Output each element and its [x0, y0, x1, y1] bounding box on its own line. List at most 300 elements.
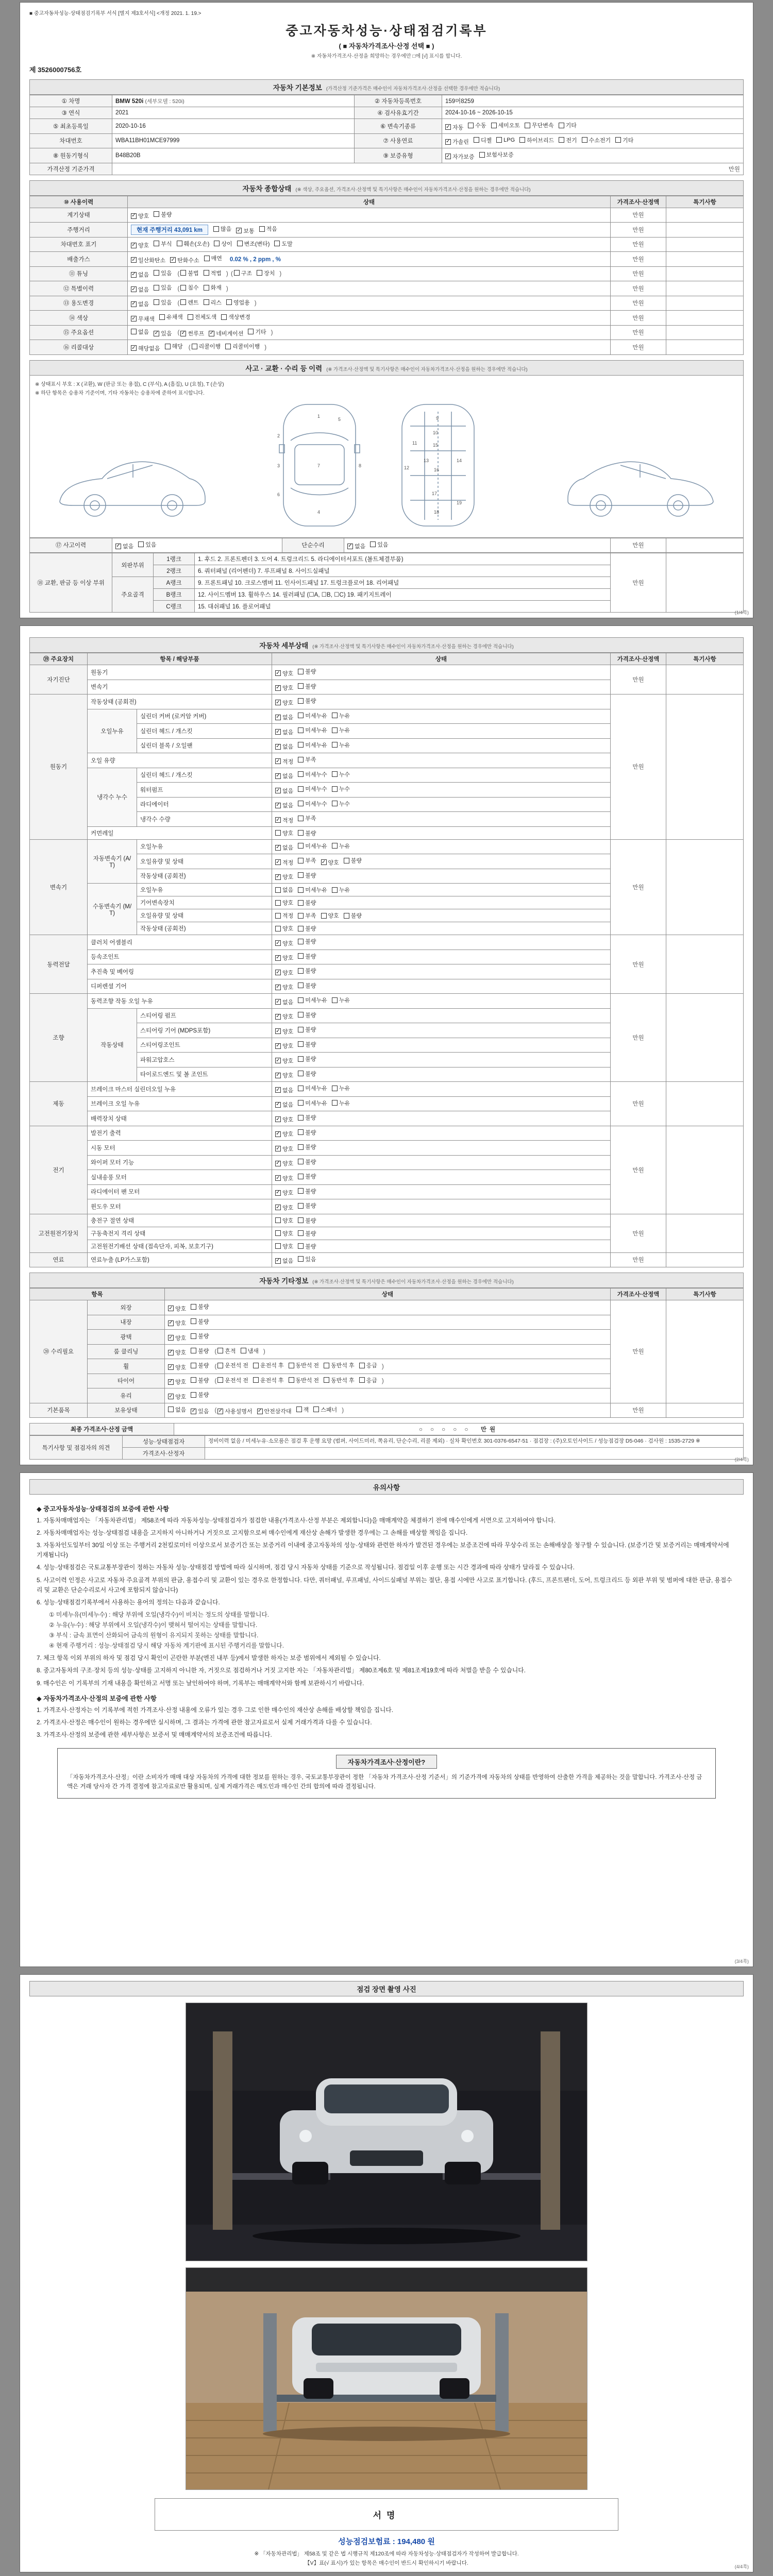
emission-values: 0.02 % , 2 ppm , % — [229, 256, 281, 263]
footer-check-note: 【V】표(√ 표시)가 있는 항목은 매수인이 반드시 확인하시기 바랍니다. — [305, 2560, 468, 2566]
notice-subitem: ③ 부식 : 금속 표면이 산화되어 금속의 원형이 유지되지 못하는 상태를 말합니다. — [49, 1632, 259, 1639]
item-label: 오일누유 — [137, 884, 272, 896]
checkbox-없음[interactable]: ✓ 없음 — [276, 1101, 294, 1108]
checkbox-양호[interactable]: ✓ 양호 — [276, 1190, 294, 1196]
checkbox-미세누유[interactable]: 미세누유 — [298, 1084, 327, 1092]
skeleton-parts-table — [29, 553, 744, 613]
checkbox-불량[interactable]: 불량 — [298, 1113, 316, 1122]
checkbox-불량[interactable]: 불량 — [344, 856, 362, 865]
reg-no-value: 159머8259 — [442, 95, 744, 107]
checkbox-불량[interactable]: 불량 — [298, 1158, 316, 1166]
checkbox-불량[interactable]: 불량 — [191, 1302, 209, 1311]
checkbox-양호[interactable]: ✓ 양호 — [169, 1305, 187, 1312]
svg-text:17: 17 — [432, 490, 438, 496]
page-subtitle-note: ※ 자동차가격조사·산정을 희망하는 경우에만 □에 [√] 표시를 합니다. — [311, 54, 462, 59]
checkbox-누수[interactable]: 누수 — [332, 785, 350, 793]
checkbox-운전석 전[interactable]: ( 운전석 전 — [217, 1376, 248, 1384]
checkbox-침수[interactable]: ( 침수 — [180, 283, 198, 292]
basic-row-baseprice — [30, 163, 744, 175]
checkbox-부족[interactable]: 부족 — [298, 755, 316, 764]
options-label: ⑮ 주요옵션 — [30, 325, 128, 340]
checkbox-없음[interactable]: ✓ 없음 — [276, 743, 294, 750]
checkbox-불량[interactable]: 불량 — [191, 1391, 209, 1399]
checkbox-있음[interactable]: 있음 — [298, 1255, 316, 1263]
svg-text:10: 10 — [433, 430, 439, 435]
checkbox-양호[interactable]: 양호 — [275, 1216, 293, 1225]
status-cell — [272, 950, 611, 964]
car-name: BMW 520i — [115, 98, 144, 105]
wheel-label: 휠 — [88, 1359, 165, 1374]
checkbox-미세누유[interactable]: 미세누유 — [298, 842, 327, 850]
checkbox-탄화수소[interactable]: ✓ 탄화수소 — [171, 257, 199, 264]
checkbox-동반석 후[interactable]: 동반석 후 — [324, 1376, 355, 1384]
checkbox-불법[interactable]: ( 불법 — [180, 269, 198, 277]
item-label: 실린더 블록 / 오일팬 — [137, 738, 272, 753]
checkbox-변조(변타)[interactable]: 변조(변타) — [237, 240, 270, 248]
checkbox-양호[interactable]: ✓ 양호 — [169, 1320, 187, 1327]
checkbox-있음[interactable]: ✓ 있음 — [154, 330, 172, 337]
note-cell — [666, 223, 744, 238]
note-cell — [666, 340, 744, 355]
interior-label: 내장 — [88, 1315, 165, 1330]
svg-text:7: 7 — [317, 463, 321, 468]
checkbox-하이브리드[interactable]: 하이브리드 — [519, 136, 554, 144]
checkbox-미세누유[interactable]: 미세누유 — [298, 711, 327, 720]
notices-section2-title: ◆ 자동차가격조사·산정의 보증에 관한 사항 — [37, 1694, 157, 1702]
checkbox-양호[interactable]: ✓ 양호 — [131, 213, 149, 219]
checkbox-무단변속[interactable]: 무단변속 — [525, 121, 554, 129]
detail-condition-table — [29, 653, 744, 1267]
checkbox-불량[interactable]: 불량 — [298, 924, 316, 933]
checkbox-있음[interactable]: ✓ 있음 — [191, 1408, 209, 1415]
price-cell: 만원 — [611, 208, 666, 223]
note-cell — [666, 694, 744, 840]
checkbox-양호[interactable]: ✓ 양호 — [276, 874, 294, 880]
opinion-row-inspector — [30, 1436, 744, 1448]
checkbox-적정[interactable]: ✓ 적정 — [276, 817, 294, 824]
checkbox-없음[interactable]: ✓ 없음 — [276, 1087, 294, 1094]
checkbox-양호[interactable]: ✓ 양호 — [276, 1175, 294, 1182]
signature-label: 서명 — [373, 2511, 400, 2520]
status-cell — [272, 909, 611, 922]
detail-head-note: 특기사항 — [666, 653, 744, 665]
checkbox-양호[interactable]: 양호 — [275, 924, 293, 933]
svg-text:1: 1 — [317, 413, 321, 419]
checkbox-양호[interactable]: ✓ 양호 — [169, 1334, 187, 1342]
checkbox-양호[interactable]: ✓ 양호 — [169, 1364, 187, 1371]
checkbox-불량[interactable]: 불량 — [191, 1317, 209, 1326]
checkbox-불량[interactable]: 불량 — [298, 967, 316, 975]
checkbox-없음[interactable]: ✓ 없음 — [276, 714, 294, 721]
checkbox-없음[interactable]: ✓ 없음 — [116, 543, 134, 550]
checkbox-불량[interactable]: 불량 — [191, 1376, 209, 1384]
warranty-options — [442, 148, 744, 163]
status-cell — [272, 896, 611, 909]
notice-item: 1. 자동차매매업자는 「자동차관리법」 제58조에 따라 자동차성능·상태점검자가 점검한 내용(가격조사·산정 부분은 제외합니다)을 매매계약을 체결하기 전에 매수인에게 서면으로 고지하여야 합니다. — [37, 1517, 556, 1524]
checkbox-미세누수[interactable]: 미세누수 — [298, 785, 327, 793]
checkbox-색상변경[interactable]: 색상변경 — [221, 313, 250, 321]
checkbox-불량[interactable]: 불량 — [298, 1070, 316, 1078]
etc-head-price: 가격조사·산정액 — [611, 1289, 666, 1300]
checkbox-양호[interactable]: 양호 — [275, 1242, 293, 1250]
checkbox-없음[interactable]: ✓ 없음 — [276, 802, 294, 809]
checkbox-양호[interactable]: ✓ 양호 — [276, 699, 294, 706]
checkbox-불량[interactable]: 불량 — [298, 1229, 316, 1238]
checkbox-불량[interactable]: 불량 — [298, 682, 316, 690]
status-cell — [272, 1126, 611, 1141]
checkbox-동반석 전[interactable]: 동반석 전 — [289, 1361, 320, 1369]
note-cell — [666, 325, 744, 340]
svg-text:15: 15 — [433, 442, 439, 448]
checkbox-없음[interactable]: ✓ 없음 — [276, 787, 294, 794]
checkbox-양호[interactable]: ✓ 양호 — [276, 1204, 294, 1211]
checkbox-디젤[interactable]: 디젤 — [474, 136, 492, 144]
checkbox-없음[interactable]: ✓ 없음 — [131, 301, 149, 308]
checkbox-누유[interactable]: 누유 — [332, 996, 350, 1004]
checkbox-양호[interactable]: ✓ 양호 — [276, 1072, 294, 1079]
checkbox-불량[interactable]: 불량 — [298, 1172, 316, 1180]
checkbox-양호[interactable]: ✓ 양호 — [276, 1028, 294, 1035]
checkbox-미세누수[interactable]: 미세누수 — [298, 800, 327, 808]
checkbox-있음[interactable]: 있음 — [154, 298, 172, 307]
checkbox-불량[interactable]: 불량 — [298, 1025, 316, 1033]
car-damage-diagram — [41, 397, 732, 535]
checkbox-있음[interactable]: 있음 — [370, 540, 388, 549]
item-label: 라디에이터 팬 모터 — [88, 1184, 272, 1199]
checkbox-무채색[interactable]: ✓ 무채색 — [131, 315, 155, 323]
checkbox-유채색[interactable]: 유채색 — [159, 313, 183, 321]
svg-text:2: 2 — [277, 433, 280, 438]
basic-row-name — [30, 95, 744, 107]
checkbox-양호[interactable]: ✓ 양호 — [276, 1057, 294, 1064]
checkbox-운전석 후[interactable]: 운전석 후 — [253, 1361, 284, 1369]
checkbox-있음[interactable]: 있음 — [138, 540, 156, 549]
item-label: 스티어링 기어 (MDPS포함) — [137, 1023, 272, 1038]
checkbox-안전삼각대[interactable]: ✓ 안전삼각대 — [257, 1408, 292, 1415]
checkbox-네비게이션[interactable]: ✓ 네비게이션 — [209, 330, 244, 337]
checkbox-불량[interactable]: 불량 — [298, 1055, 316, 1063]
checkbox-양호[interactable]: 양호 — [275, 1229, 293, 1238]
form-reference-text: ■ 중고자동차성능·상태점검기록부 서식 [별지 제3호서식] <개정 2021. 1. 19.> — [29, 11, 201, 16]
checkbox-매연[interactable]: 매연 — [204, 254, 222, 262]
note-cell — [666, 208, 744, 223]
checkbox-불량[interactable]: 불량 — [298, 937, 316, 945]
checkbox-양호[interactable]: ✓ 양호 — [169, 1379, 187, 1385]
checkbox-불량[interactable]: 불량 — [298, 952, 316, 960]
checkbox-LPG[interactable]: LPG — [496, 137, 515, 143]
checkbox-누유[interactable]: 누유 — [332, 741, 350, 749]
checkbox-불량[interactable]: 불량 — [298, 1040, 316, 1048]
checkbox-없음[interactable]: ✓ 없음 — [276, 844, 294, 851]
checkbox-있음[interactable]: 있음 — [154, 283, 172, 292]
checkbox-미세누유[interactable]: 미세누유 — [298, 996, 327, 1004]
interior-status — [165, 1315, 611, 1330]
checkbox-부족[interactable]: 부족 — [298, 814, 316, 822]
checkbox-운전석 전[interactable]: ( 운전석 전 — [217, 1361, 248, 1369]
checkbox-리콜미이행[interactable]: 리콜미이행 — [225, 342, 260, 350]
checkbox-리콜이행[interactable]: ( 리콜이행 — [192, 342, 221, 350]
checkbox-없음[interactable]: ✓ 없음 — [348, 543, 366, 550]
first-reg-label: ⑤ 최초등록일 — [30, 119, 112, 134]
price-cell: 만원 — [611, 281, 666, 296]
device-label: 자기진단 — [30, 665, 88, 694]
checkbox-불량[interactable]: 불량 — [298, 697, 316, 705]
status-cell — [272, 709, 611, 724]
checkbox-적법[interactable]: 적법 — [204, 269, 222, 277]
price-cell: 만원 — [611, 223, 666, 238]
checkbox-적정[interactable]: 적정 — [275, 911, 293, 920]
base-price-label: 가격산정 기준가격 — [30, 163, 112, 175]
item-label: 동력조향 작동 오일 누유 — [88, 994, 272, 1009]
checkbox-기타[interactable]: 기타 — [615, 136, 633, 144]
checkbox-스패너[interactable]: 스패너 — [313, 1405, 337, 1414]
checkbox-해당[interactable]: 해당 — [165, 342, 183, 350]
checkbox-잭[interactable]: 잭 — [296, 1405, 309, 1414]
checkbox-자동[interactable]: ✓ 자동 — [446, 124, 464, 131]
checkbox-불량[interactable]: 불량 — [298, 667, 316, 675]
checkbox-구조[interactable]: ( 구조 — [234, 269, 252, 277]
device-label: 연료 — [30, 1252, 88, 1267]
checkbox-수소전기[interactable]: 수소전기 — [582, 136, 611, 144]
checkbox-없음[interactable]: ✓ 없음 — [131, 286, 149, 293]
status-cell — [272, 812, 611, 827]
checkbox-불량[interactable]: 불량 — [298, 1128, 316, 1137]
checkbox-양호[interactable]: ✓ 양호 — [276, 1043, 294, 1049]
checkbox-도말[interactable]: 도말 — [274, 240, 292, 248]
checkbox-미세누유[interactable]: 미세누유 — [298, 1099, 327, 1107]
status-cell — [272, 665, 611, 680]
checkbox-썬루프[interactable]: ( ✓ 썬루프 — [181, 330, 205, 337]
row-gauge — [30, 208, 744, 223]
checkbox-상이[interactable]: 상이 — [214, 240, 232, 248]
status-cell — [272, 994, 611, 1009]
checkbox-없음[interactable]: 없음 — [275, 886, 293, 894]
checkbox-훼손(오손)[interactable]: 훼손(오손) — [177, 240, 210, 248]
status-cell — [272, 964, 611, 979]
checkbox-양호[interactable]: 양호 — [275, 829, 293, 837]
checkbox-누유[interactable]: 누유 — [332, 886, 350, 894]
checkbox-부족[interactable]: 부족 — [298, 856, 316, 865]
checkbox-양호[interactable]: ✓ 양호 — [276, 940, 294, 947]
checkbox-불량[interactable]: 불량 — [298, 1201, 316, 1210]
fuel-label: ⑦ 사용연료 — [355, 133, 442, 148]
basic-items-label: 보유상태 — [88, 1403, 165, 1418]
tire-status — [165, 1374, 611, 1388]
checkbox-불량[interactable]: 불량 — [298, 981, 316, 990]
checkbox-적정[interactable]: ✓ 적정 — [276, 859, 294, 866]
checkbox-불량[interactable]: 불량 — [191, 1361, 209, 1369]
checkbox-렌트[interactable]: ( 렌트 — [180, 298, 198, 307]
notices-section1-title: ◆ 중고자동차성능·상태점검의 보증에 관한 사항 — [37, 1505, 170, 1513]
checkbox-적정[interactable]: ✓ 적정 — [276, 758, 294, 765]
rank-parts: 15. 대쉬패널 16. 플로어패널 — [195, 601, 611, 613]
detail-head-row — [30, 653, 744, 665]
notice-item: 1. 가격조사·산정자는 이 기록부에 적힌 가격조사·산정 내용에 오류가 있는 경우 그로 인한 매수인의 재산상 손해를 배상할 책임을 집니다. — [37, 1706, 394, 1714]
checkbox-누유[interactable]: 누유 — [332, 1099, 350, 1107]
price-cell: 만원 — [611, 311, 666, 326]
checkbox-없음[interactable]: ✓ 없음 — [276, 728, 294, 736]
inspection-photo-1 — [186, 2003, 587, 2261]
checkbox-일산화탄소[interactable]: ✓ 일산화탄소 — [131, 257, 166, 264]
transmission-options — [442, 119, 744, 134]
status-cell — [272, 839, 611, 854]
item-label: 작동상태 (공회전) — [88, 694, 272, 709]
price-cell: 만원 — [611, 1082, 666, 1126]
rank-parts: 9. 프론트패널 10. 크로스멤버 11. 인사이드패널 17. 트렁크플로어 18. 리어패널 — [195, 577, 611, 589]
price-cell: 만원 — [611, 237, 666, 252]
checkbox-불량[interactable]: 불량 — [344, 911, 362, 920]
row-usage-change — [30, 296, 744, 311]
checkbox-양호[interactable]: ✓ 양호 — [169, 1349, 187, 1356]
checkbox-불량[interactable]: 불량 — [298, 1187, 316, 1195]
checkbox-양호[interactable]: ✓ 양호 — [276, 969, 294, 976]
checkbox-많음[interactable]: 많음 — [213, 225, 231, 233]
year-label: ③ 연식 — [30, 107, 112, 119]
checkbox-냄새[interactable]: 냄새 — [241, 1347, 259, 1355]
checkbox-불량[interactable]: 불량 — [191, 1332, 209, 1340]
checkbox-양호[interactable]: ✓ 양호 — [276, 670, 294, 677]
checkbox-없음[interactable]: ✓ 없음 — [276, 773, 294, 779]
checkbox-양호[interactable]: ✓ 양호 — [276, 984, 294, 991]
checkbox-없음[interactable]: ✓ 없음 — [276, 998, 294, 1006]
checkbox-양호[interactable]: ✓ 양호 — [276, 1013, 294, 1020]
checkbox-누유[interactable]: 누유 — [332, 842, 350, 850]
checkbox-양호[interactable]: ✓ 양호 — [169, 1393, 187, 1400]
checkbox-운전석 후[interactable]: 운전석 후 — [253, 1376, 284, 1384]
checkbox-불량[interactable]: 불량 — [154, 210, 172, 218]
checkbox-부식[interactable]: 부식 — [154, 240, 172, 248]
checkbox-누유[interactable]: 누유 — [332, 711, 350, 720]
checkbox-자가보증[interactable]: ✓ 자가보증 — [446, 153, 475, 160]
checkbox-해당없음[interactable]: ✓ 해당없음 — [131, 345, 160, 352]
checkbox-응급[interactable]: 응급 — [359, 1376, 377, 1384]
checkbox-미세누유[interactable]: 미세누유 — [298, 726, 327, 734]
price-cell: 만원 — [611, 1126, 666, 1214]
checkbox-장치[interactable]: 장치 — [257, 269, 275, 277]
device-label: 조향 — [30, 994, 88, 1082]
page-mark: (4/4쪽) — [734, 2564, 749, 2569]
checkbox-없음[interactable]: 없음 — [131, 328, 149, 336]
wheel-status — [165, 1359, 611, 1374]
checkbox-불량[interactable]: 불량 — [298, 1216, 316, 1225]
checkbox-없음[interactable]: ✓ 없음 — [131, 272, 149, 278]
checkbox-양호[interactable]: ✓ 양호 — [276, 1145, 294, 1153]
note-cell — [666, 296, 744, 311]
checkbox-미세누수[interactable]: 미세누수 — [298, 770, 327, 778]
etc-info-table — [29, 1288, 744, 1418]
checkbox-수동[interactable]: 수동 — [468, 121, 486, 129]
checkbox-전체도색[interactable]: 전체도색 — [188, 313, 217, 321]
checkbox-기타[interactable]: 기타 — [559, 121, 577, 129]
rank-label: A랭크 — [154, 577, 195, 589]
checkbox-응급[interactable]: 응급 — [359, 1361, 377, 1369]
item-label: 구동축전지 격리 상태 — [88, 1227, 272, 1240]
item-label: 오일누유 — [137, 839, 272, 854]
device-label: 고전원전기장치 — [30, 1214, 88, 1252]
section-accident-header: 사고 · 교환 · 수리 등 이력 (※ 가격조사·산정액 및 특기사항은 매수인이 자동차가격조사·산정을 원하는 경우에만 적습니다) — [29, 360, 744, 376]
status-cell — [272, 694, 611, 709]
checkbox-양호[interactable]: ✓ 양호 — [276, 685, 294, 691]
svg-text:5: 5 — [338, 416, 341, 422]
checkbox-전기[interactable]: 전기 — [559, 136, 577, 144]
checkbox-사용설명서[interactable]: ( ✓ 사용설명서 — [218, 1408, 253, 1415]
checkbox-기타[interactable]: 기타 — [248, 328, 266, 336]
checkbox-미세누유[interactable]: 미세누유 — [298, 741, 327, 749]
skeleton-row-1 — [30, 553, 744, 565]
checkbox-없음[interactable]: ✓ 없음 — [276, 1258, 294, 1264]
subdevice-label: 작동상태 — [88, 1008, 137, 1082]
checkbox-누유[interactable]: 누유 — [332, 1084, 350, 1092]
checkbox-양호[interactable]: ✓ 양호 — [276, 1116, 294, 1123]
reg-no-label: ② 자동차등록번호 — [355, 95, 442, 107]
status-cell — [272, 1111, 611, 1126]
checkbox-불량[interactable]: 불량 — [298, 1011, 316, 1019]
detail-row — [30, 1126, 744, 1141]
checkbox-리스[interactable]: 리스 — [204, 298, 222, 307]
checkbox-누유[interactable]: 누유 — [332, 726, 350, 734]
checkbox-적음[interactable]: 적음 — [259, 225, 277, 233]
checkbox-양호[interactable]: ✓ 양호 — [276, 955, 294, 961]
checkbox-화재[interactable]: 화재 — [204, 283, 222, 292]
checkbox-보통[interactable]: ✓ 보통 — [237, 227, 255, 234]
item-label: 워터펌프 — [137, 783, 272, 798]
checkbox-누수[interactable]: 누수 — [332, 800, 350, 808]
checkbox-세미오토[interactable]: 세미오토 — [491, 121, 520, 129]
overall-head-status: 상태 — [128, 196, 611, 208]
checkbox-불량[interactable]: 불량 — [298, 871, 316, 879]
tire-label: 타이어 — [88, 1374, 165, 1388]
basic-items-status — [165, 1403, 611, 1418]
svg-text:6: 6 — [277, 492, 280, 497]
checkbox-부족[interactable]: 부족 — [298, 911, 316, 920]
simple-repair-status — [344, 538, 611, 553]
checkbox-흔적[interactable]: ( 흔적 — [217, 1347, 236, 1355]
item-label: 변속기 — [88, 680, 272, 694]
checkbox-불량[interactable]: 불량 — [298, 1143, 316, 1151]
checkbox-보험사보증[interactable]: 보험사보증 — [479, 150, 514, 159]
note-cell — [666, 935, 744, 994]
price-cell: 만원 — [611, 1214, 666, 1252]
status-cell — [272, 935, 611, 950]
checkbox-양호[interactable]: ✓ 양호 — [321, 859, 339, 866]
checkbox-불량[interactable]: 불량 — [191, 1347, 209, 1355]
checkbox-양호[interactable]: ✓ 양호 — [276, 1131, 294, 1138]
signature-box[interactable] — [155, 2498, 618, 2531]
checkbox-양호[interactable]: 양호 — [275, 899, 293, 907]
checkbox-불량[interactable]: 불량 — [298, 829, 316, 837]
accident-history-status — [112, 538, 282, 553]
checkbox-없음[interactable]: 없음 — [168, 1405, 186, 1414]
checkbox-누수[interactable]: 누수 — [332, 770, 350, 778]
checkbox-미세누유[interactable]: 미세누유 — [298, 886, 327, 894]
checkbox-불량[interactable]: 불량 — [298, 1242, 316, 1250]
checkbox-양호[interactable]: ✓ 양호 — [276, 1160, 294, 1167]
status-cell — [272, 783, 611, 798]
first-reg-value: 2020-10-16 — [112, 119, 355, 134]
year-value: 2021 — [112, 107, 355, 119]
checkbox-있음[interactable]: 있음 — [154, 269, 172, 277]
checkbox-가솔린[interactable]: ✓ 가솔린 — [446, 139, 469, 145]
checkbox-불량[interactable]: 불량 — [298, 899, 316, 907]
checkbox-양호[interactable]: ✓ 양호 — [131, 242, 149, 249]
section-detail-header: 자동차 세부상태 (※ 가격조사·산정액 및 특기사항은 매수인이 자동차가격조사·산정을 원하는 경우에만 적습니다) — [29, 637, 744, 653]
checkbox-동반석 후[interactable]: 동반석 후 — [324, 1361, 355, 1369]
price-cell: 만원 — [611, 1403, 666, 1418]
price-cell: 만원 — [611, 935, 666, 994]
checkbox-영업용[interactable]: 영업용 — [226, 298, 250, 307]
checkbox-동반석 전[interactable]: 동반석 전 — [289, 1376, 320, 1384]
checkbox-양호[interactable]: 양호 — [321, 911, 339, 920]
